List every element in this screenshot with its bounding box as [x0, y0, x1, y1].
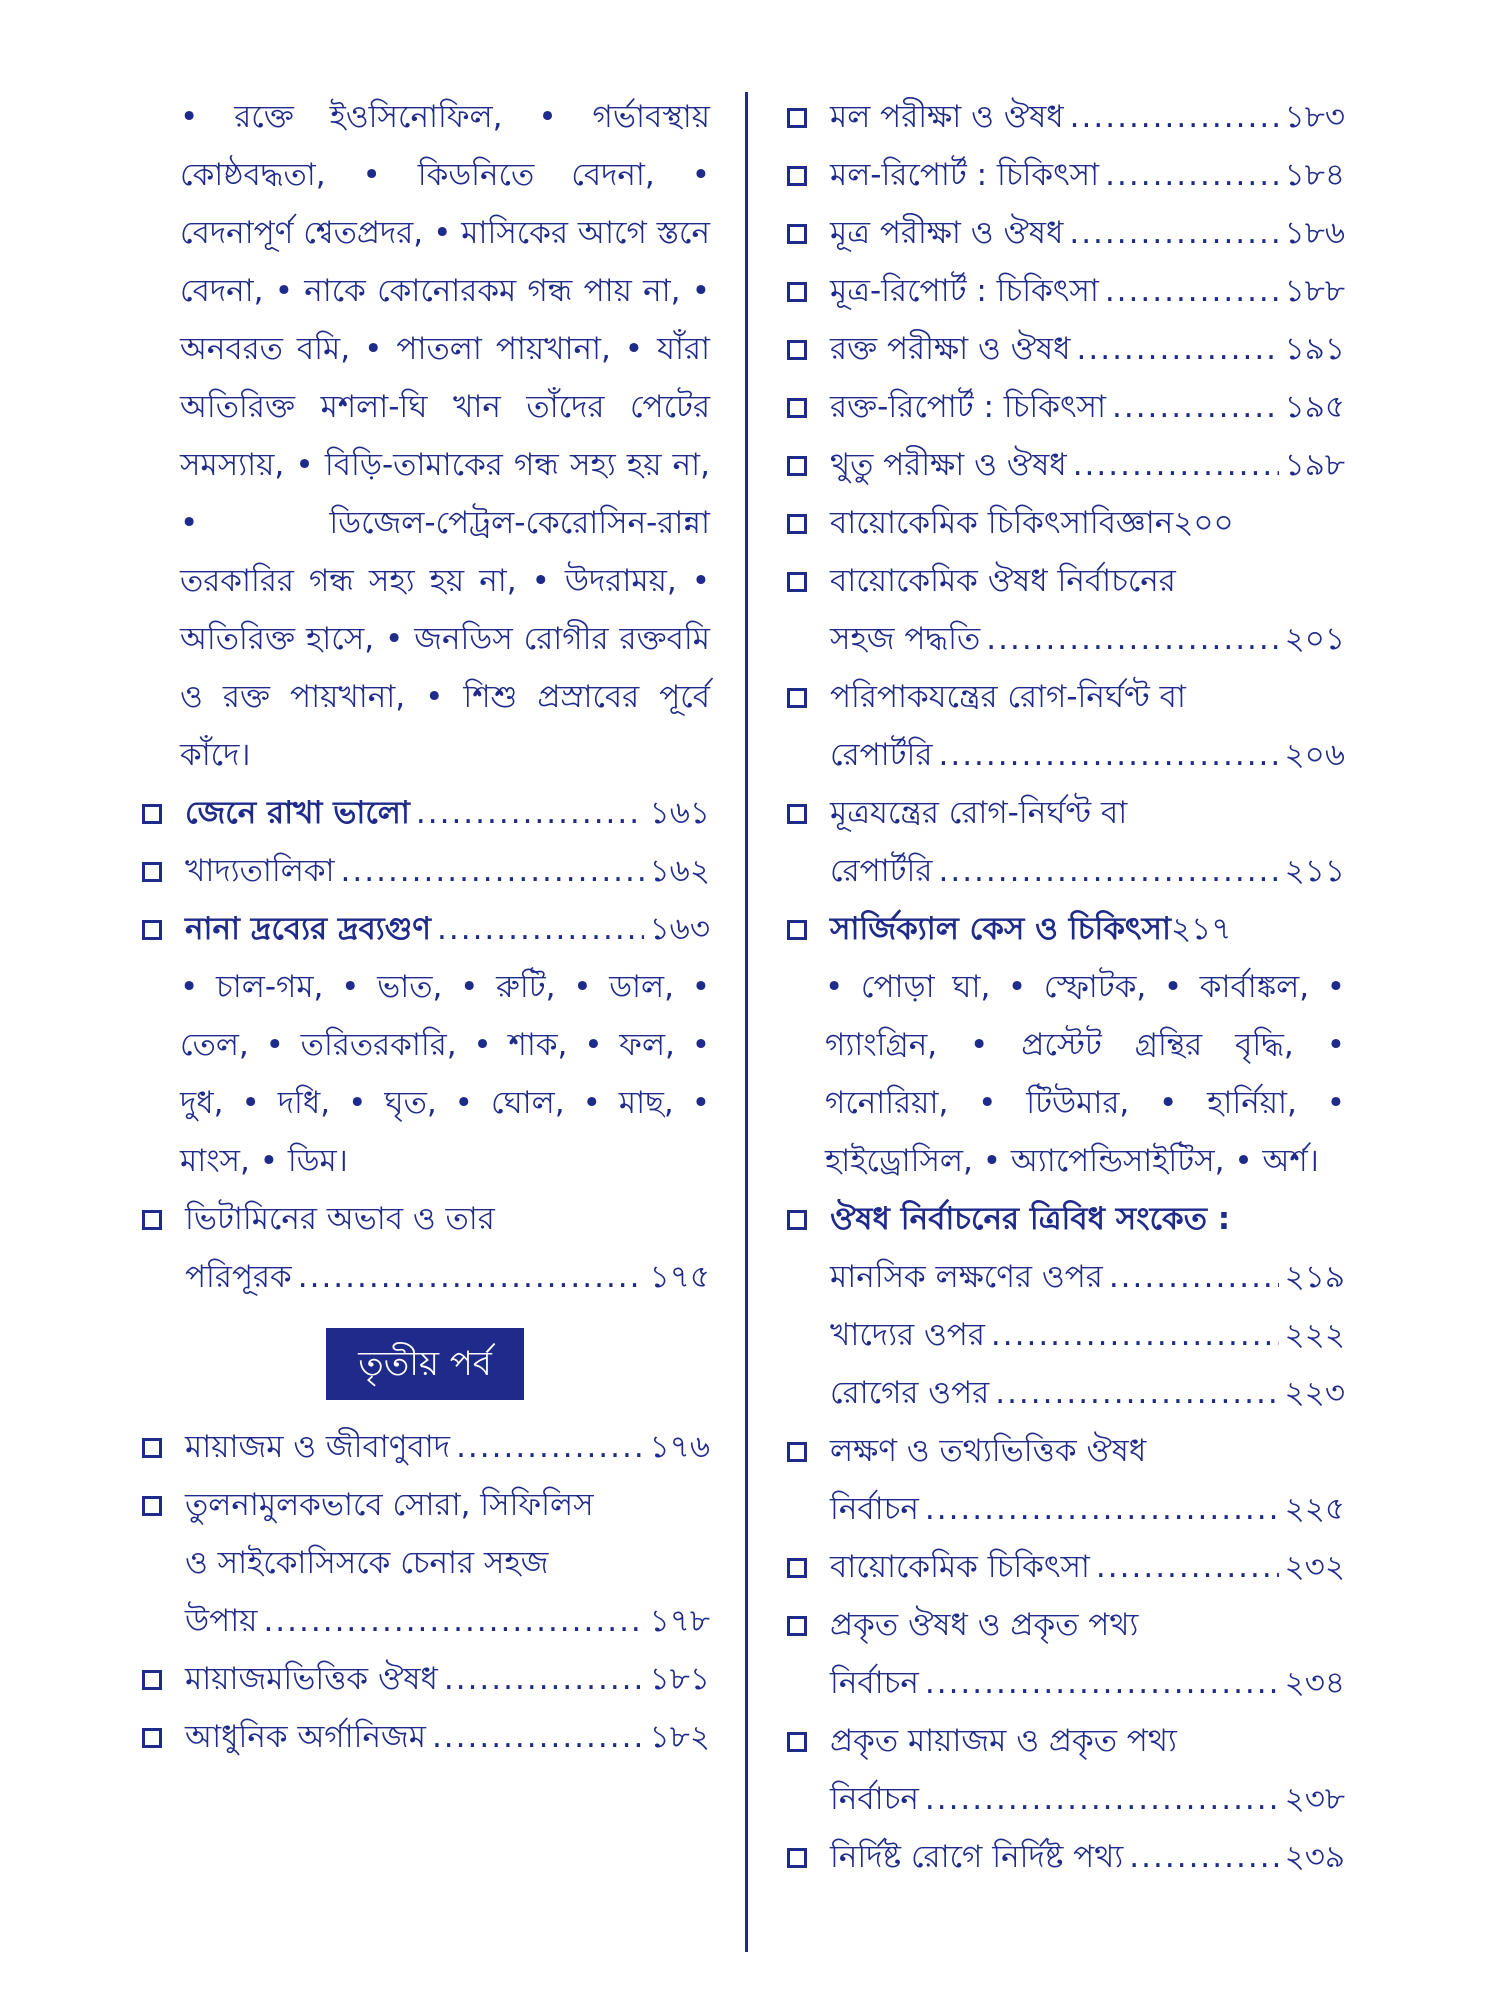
- entry-title: মায়াজম ও জীবাণুবাদ: [185, 1429, 451, 1465]
- checkbox-icon: [787, 166, 807, 186]
- checkbox-icon: [787, 340, 807, 360]
- checkbox-icon: [787, 1442, 807, 1462]
- entry-title: নানা দ্রব্যের দ্রব্যগুণ: [185, 911, 432, 947]
- entry-title-line: ভিটামিনের অভাব ও তার: [185, 1201, 495, 1237]
- toc-entry[interactable]: [785, 146, 1345, 204]
- entry-title: আধুনিক অর্গানিজম: [185, 1719, 426, 1755]
- left-column: [140, 88, 710, 1766]
- page-number: ১৮২: [649, 1719, 710, 1755]
- entry-title: মল পরীক্ষা ও ঔষধ: [830, 99, 1064, 135]
- entry-title-line: রেপার্টরি: [830, 853, 933, 889]
- page-number: ২২৫: [1284, 1491, 1345, 1527]
- toc-entry[interactable]: [785, 262, 1345, 320]
- page-number: ২২২: [1284, 1317, 1345, 1353]
- toc-entry[interactable]: [785, 204, 1345, 262]
- entry-title-line: প্রকৃত ঔষধ ও প্রকৃত পথ্য: [830, 1607, 1139, 1643]
- entry-title: রক্ত-রিপোর্ট : চিকিৎসা: [830, 389, 1106, 425]
- entry-title-line: সহজ পদ্ধতি: [830, 621, 981, 657]
- page-number: ২১৭: [1170, 911, 1232, 947]
- checkbox-icon: [142, 1438, 162, 1458]
- page-number: ১৮১: [649, 1661, 710, 1697]
- entry-title-line: তুলনামুলকভাবে সোরা, সিফিলিস: [185, 1487, 594, 1523]
- toc-entry[interactable]: [785, 378, 1345, 436]
- page-number: ১৮৩: [1284, 99, 1345, 135]
- right-column: [785, 88, 1345, 1886]
- entry-title: নির্দিষ্ট রোগে নির্দিষ্ট পথ্য: [830, 1839, 1124, 1875]
- page-number: ১৮৪: [1284, 157, 1345, 193]
- entry-title-line: রেপার্টরি: [830, 737, 933, 773]
- checkbox-icon: [142, 1210, 162, 1230]
- page-number: ১৯১: [1284, 331, 1345, 367]
- checkbox-icon: [787, 1848, 807, 1868]
- entry-title-line: নির্বাচন: [830, 1665, 919, 1701]
- toc-entry[interactable]: [785, 436, 1345, 494]
- checkbox-icon: [787, 1616, 807, 1636]
- entry-title: জেনে রাখা ভালো: [185, 795, 410, 831]
- checkbox-icon: [142, 1496, 162, 1516]
- page-number: ২১১: [1284, 853, 1345, 889]
- checkbox-icon: [787, 688, 807, 708]
- toc-entry[interactable]: [140, 842, 710, 900]
- entry-title: মায়াজমভিত্তিক ঔষধ: [185, 1661, 438, 1697]
- toc-entry[interactable]: [785, 1538, 1345, 1596]
- toc-entry[interactable]: [785, 668, 1345, 784]
- checkbox-icon: [142, 804, 162, 824]
- checkbox-icon: [787, 1732, 807, 1752]
- checkbox-icon: [142, 1670, 162, 1690]
- page-number: ১৬৩: [649, 911, 710, 947]
- entry-title: খাদ্যতালিকা: [185, 853, 335, 889]
- toc-entry[interactable]: [785, 784, 1345, 900]
- toc-entry[interactable]: [140, 1650, 710, 1708]
- entry-title: মূত্র-রিপোর্ট : চিকিৎসা: [830, 273, 1099, 309]
- toc-entry[interactable]: [140, 900, 710, 958]
- entry-title: বায়োকেমিক চিকিৎসা: [830, 1549, 1090, 1585]
- column-divider: [745, 92, 748, 1952]
- toc-entry[interactable]: [785, 494, 1345, 552]
- checkbox-icon: [787, 1558, 807, 1578]
- entry-title-line: পরিপাকযন্ত্রের রোগ-নির্ঘণ্ট বা: [830, 679, 1186, 715]
- page-number: ২৩৯: [1284, 1839, 1345, 1875]
- page-number: ১৭৮: [649, 1603, 710, 1639]
- toc-entry[interactable]: [785, 88, 1345, 146]
- toc-entry[interactable]: [785, 1596, 1345, 1712]
- checkbox-icon: [787, 224, 807, 244]
- page-number: ২২৩: [1284, 1375, 1345, 1411]
- page-number: ২৩৪: [1284, 1665, 1345, 1701]
- page-number: ২০০: [1173, 505, 1234, 541]
- page-number: ২০৬: [1284, 737, 1345, 773]
- entry-title-line: পরিপূরক: [185, 1259, 292, 1295]
- page-number: ১৭৫: [649, 1259, 710, 1295]
- toc-entry[interactable]: [785, 1712, 1345, 1828]
- page-number: ১৬১: [649, 795, 710, 831]
- entry-title-line: প্রকৃত মায়াজম ও প্রকৃত পথ্য: [830, 1723, 1177, 1759]
- entry-title-line: উপায়: [185, 1603, 258, 1639]
- page-number: ১৭৬: [649, 1429, 710, 1465]
- page-number: ১৮৮: [1284, 273, 1345, 309]
- toc-entry[interactable]: [785, 320, 1345, 378]
- toc-entry[interactable]: [785, 1190, 1345, 1422]
- checkbox-icon: [787, 282, 807, 302]
- entry-title: থুতু পরীক্ষা ও ঔষধ: [830, 447, 1067, 483]
- checkbox-icon: [787, 514, 807, 534]
- entry-subtitle: রোগের ওপর: [830, 1375, 990, 1411]
- entry-title: বায়োকেমিক চিকিৎসাবিজ্ঞান: [830, 505, 1174, 541]
- surgical-case-list: • পোড়া ঘা, • স্ফোটক, • কার্বাঙ্কল, • গ্যাংগ্রিন, • প্রস্টেট গ্রন্থির বৃদ্ধি, • গনোরিয়া, • টিউমার, • হার্নিয়া, • হাইড্রোসিল, • অ্যাপেন্ডিসাইটিস, • অর্শ।: [825, 969, 1345, 1179]
- entry-title-line: নির্বাচন: [830, 1491, 919, 1527]
- entry-title: মল-রিপোর্ট : চিকিৎসা: [830, 157, 1100, 193]
- checkbox-icon: [787, 456, 807, 476]
- toc-entry[interactable]: [140, 1476, 710, 1650]
- checkbox-icon: [787, 1210, 807, 1230]
- checkbox-icon: [142, 920, 162, 940]
- page-number: ১৯৮: [1284, 447, 1345, 483]
- toc-entry[interactable]: [140, 1708, 710, 1766]
- toc-entry[interactable]: [785, 900, 1345, 958]
- checkbox-icon: [787, 108, 807, 128]
- entry-title: ঔষধ নির্বাচনের ত্রিবিধ সংকেত :: [830, 1201, 1231, 1237]
- checkbox-icon: [142, 862, 162, 882]
- toc-entry[interactable]: [140, 1190, 710, 1306]
- entry-title: মূত্র পরীক্ষা ও ঔষধ: [830, 215, 1064, 251]
- page-number: ২৩৮: [1284, 1781, 1345, 1817]
- toc-entry[interactable]: [785, 1422, 1345, 1538]
- page-number: ১৬২: [649, 853, 710, 889]
- entry-title: সার্জিক্যাল কেস ও চিকিৎসা: [830, 911, 1171, 947]
- entry-title-line: নির্বাচন: [830, 1781, 919, 1817]
- entry-title-line: ও সাইকোসিসকে চেনার সহজ: [185, 1545, 549, 1581]
- toc-entry[interactable]: [785, 552, 1345, 668]
- page-number: ২৩২: [1284, 1549, 1345, 1585]
- entry-title-line: লক্ষণ ও তথ্যভিত্তিক ঔষধ: [830, 1433, 1147, 1469]
- checkbox-icon: [142, 1728, 162, 1748]
- toc-entry[interactable]: [140, 1418, 710, 1476]
- toc-entry[interactable]: [785, 1828, 1345, 1886]
- food-list: • চাল-গম, • ভাত, • রুটি, • ডাল, • তেল, • তরিতরকারি, • শাক, • ফল, • দুধ, • দধি, • ঘৃত, • ঘোল, • মাছ, • মাংস, • ডিম।: [180, 969, 710, 1179]
- checkbox-icon: [787, 804, 807, 824]
- symptom-list: • রক্তে ইওসিনোফিল, • গর্ভাবস্থায় কোষ্ঠবদ্ধতা, • কিডনিতে বেদনা, • বেদনাপূর্ণ শ্বেতপ্রদর, • মাসিকের আগে স্তনে বেদনা, • নাকে কোনোরকম গন্ধ পায় না, • অনবরত বমি, • পাতলা পায়খানা, • যাঁরা অতিরিক্ত মশলা-ঘি খান তাঁদের পেটের সমস্যায়, • বিড়ি-তামাকের গন্ধ সহ্য হয় না, • ডিজেল-পেট্রল-কেরোসিন-রান্না তরকারির গন্ধ সহ্য হয় না, • উদরাময়, • অতিরিক্ত হাসে, • জনডিস রোগীর রক্তবমি ও রক্ত পায়খানা, • শিশু প্রস্রাবের পূর্বে কাঁদে।: [180, 99, 710, 773]
- entry-subtitle: মানসিক লক্ষণের ওপর: [830, 1259, 1103, 1295]
- entry-title: রক্ত পরীক্ষা ও ঔষধ: [830, 331, 1071, 367]
- page-number: ২১৯: [1284, 1259, 1345, 1295]
- checkbox-icon: [787, 398, 807, 418]
- section-title: তৃতীয় পর্ব: [326, 1328, 524, 1400]
- entry-title-line: মূত্রযন্ত্রের রোগ-নির্ঘণ্ট বা: [830, 795, 1128, 831]
- section-header: [140, 1328, 710, 1400]
- page-number: ১৮৬: [1284, 215, 1345, 251]
- entry-title-line: বায়োকেমিক ঔষধ নির্বাচনের: [830, 563, 1176, 599]
- checkbox-icon: [787, 920, 807, 940]
- page-number: ১৯৫: [1284, 389, 1345, 425]
- page-number: ২০১: [1284, 621, 1345, 657]
- checkbox-icon: [787, 572, 807, 592]
- entry-subtitle: খাদ্যের ওপর: [830, 1317, 985, 1353]
- toc-entry[interactable]: [140, 784, 710, 842]
